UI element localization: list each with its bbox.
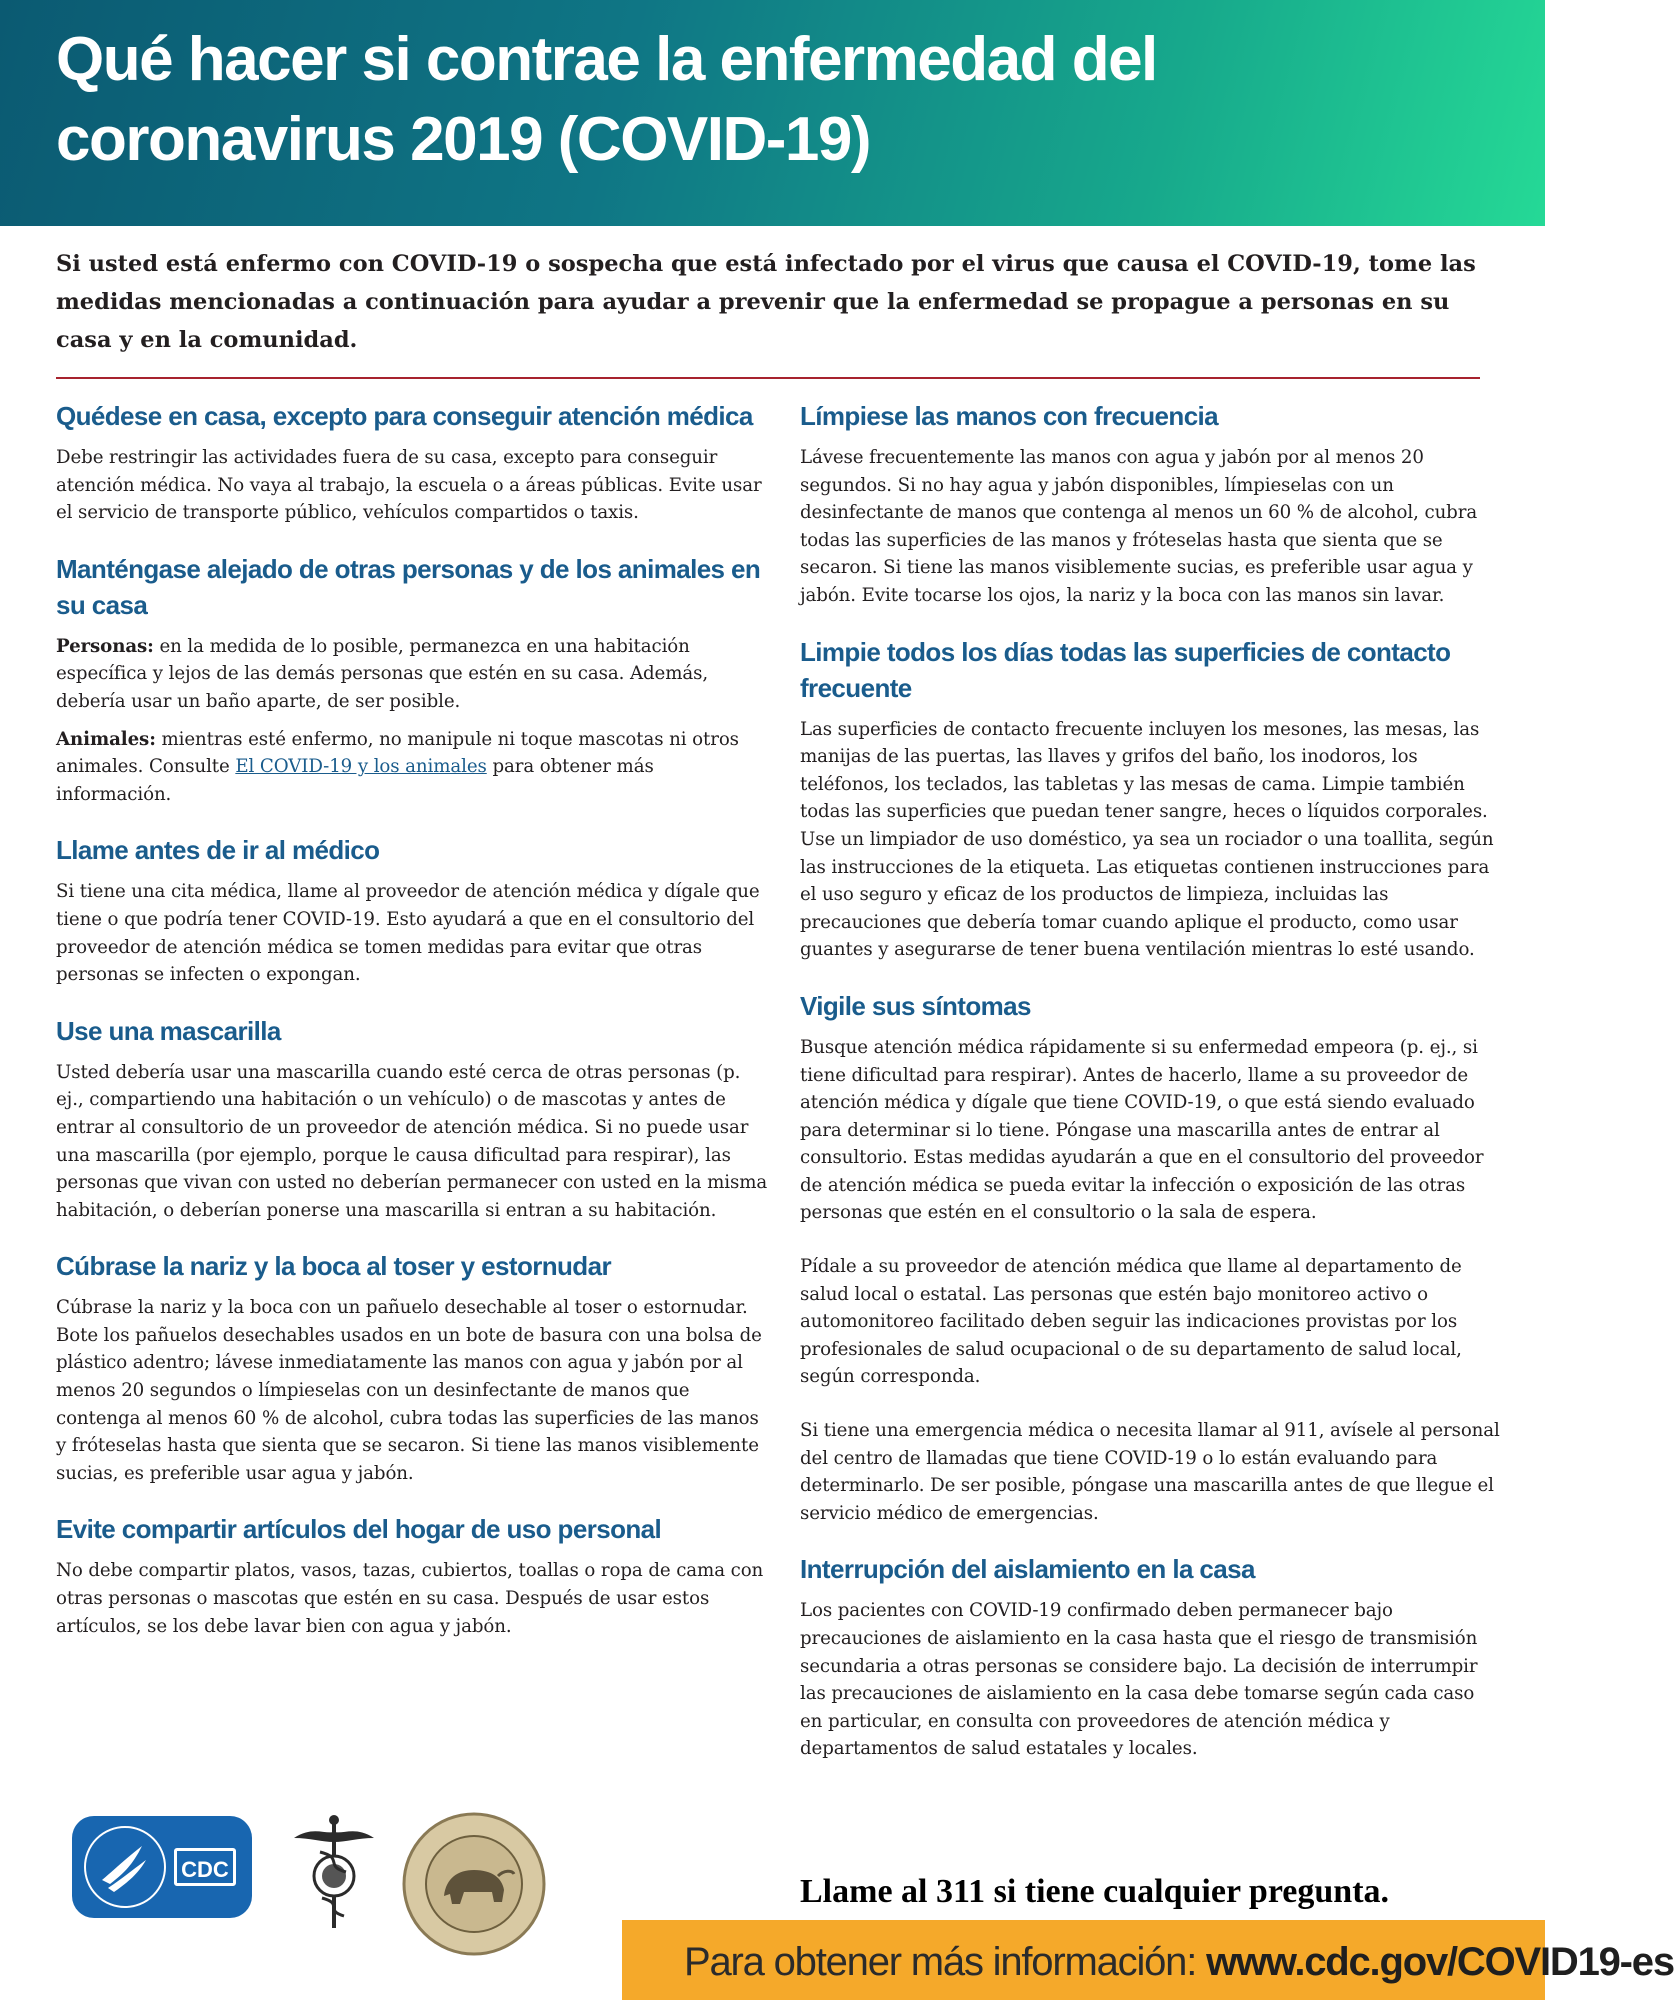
section-body: Usted debería usar una mascarilla cuando esté cerca de otras personas (p. ej., compartiendo una habitación o un vehículo) o de mascotas y antes de entrar al consultorio de un proveedor de atención médica. Si no puede usar una mascarilla (por ejemplo, porque le causa dificultad para respirar), las personas que vivan con usted no deberían permanecer con usted en la misma habitación, o deberían ponerse una mascarilla si entran a su habitación.: [56, 1061, 768, 1221]
section-body: Pídale a su proveedor de atención médica que llame al departamento de salud local o estatal. Las personas que estén bajo monitoreo activo o automonitoreo facilitado deben seguir las indicaciones provistas por los profesionales de salud ocupacional o de su departamento de salud local, según corresponda.: [800, 1256, 1462, 1388]
section-heading: Interrupción del aislamiento en la casa: [800, 1554, 1255, 1585]
section-clean-surfaces: [800, 634, 1500, 964]
cdc-logo: [72, 1816, 252, 1918]
intro-paragraph: Si usted está enfermo con COVID-19 o sospecha que está infectado por el virus que causa el COVID-19, tome las medidas mencionadas a continuación para ayudar a prevenir que la enfermedad se propague a personas en su casa y en la comunidad.: [56, 251, 1476, 353]
suffolk-county-seal: [402, 1812, 547, 1957]
animals-label: Animales:: [56, 728, 156, 750]
divider: [56, 377, 1480, 379]
section-body: Si tiene una cita médica, llame al proveedor de atención médica y dígale que tiene o que podría tener COVID-19. Esto ayudará a que en el consultorio del proveedor de atención médica se tomen medidas para evitar que otras personas se infecten o expongan.: [56, 881, 760, 986]
animals-tail: para obtener más información.: [56, 756, 654, 805]
section-stay-home: [56, 398, 770, 527]
section-heading: Limpie todos los días todas las superficies de contacto frecuente: [800, 636, 1451, 703]
footer-text: [684, 1936, 1674, 1988]
animals-paragraph: [56, 726, 770, 809]
section-body: Si tiene una emergencia médica o necesita llamar al 911, avísele al personal del centro de llamadas que tiene COVID-19 o lo están evaluando para determinarlo. De ser posible, póngase una mascarilla antes de que llegue el servicio médico de emergencias.: [800, 1420, 1500, 1524]
hhs-eagle-icon: [80, 1822, 170, 1912]
section-heading: Llame antes de ir al médico: [56, 835, 380, 866]
cdc-wordmark: CDC: [174, 1848, 236, 1886]
section-body: Los pacientes con COVID-19 confirmado deben permanecer bajo precauciones de aislamiento en la casa hasta que el riesgo de transmisión secundaria a otras personas se considere bajo. La decisión de interrumpir las precauciones de aislamiento en la casa debe tomarse según cada caso en particular, en consulta con proveedores de atención médica y departamentos de salud estatales y locales.: [800, 1600, 1478, 1760]
covid-animals-link[interactable]: El COVID-19 y los animales: [235, 756, 487, 778]
section-separate: [56, 551, 770, 809]
section-body: Cúbrase la nariz y la boca con un pañuelo desechable al toser o estornudar. Bote los pañuelos desechables usados en un bote de basura con una bolsa de plástico adentro; lávese inmediatamente las manos con agua y jabón por al menos 20 segundos o límpieselas con un desinfectante de manos que contenga al menos 60 % de alcohol, cubra todas las superficies de las manos y fróteselas hasta que sienta que se secaron. Si tiene las manos visiblemente sucias, es preferible usar agua y jabón.: [56, 1297, 762, 1484]
section-monitor-symptoms: [800, 988, 1500, 1528]
section-body: Las superficies de contacto frecuente incluyen los mesones, las mesas, las manijas de las puertas, las llaves y grifos del baño, los inodoros, los teléfonos, los teclados, las tabletas y las mesas de cama. Limpie también todas las superficies que puedan tener sangre, heces o líquidos corporales. Use un limpiador de uso doméstico, ya sea un rociador o una toallita, según las instrucciones de la etiqueta. Las etiquetas contienen instrucciones para el uso seguro y eficaz de los productos de limpieza, incluidas las precauciones que debería tomar cuando aplique el producto, como usar guantes y asegurarse de tener buena ventilación mientras lo esté usando.: [800, 718, 1494, 961]
page-title: Qué hacer si contrae la enfermedad del coronavirus 2019 (COVID-19): [56, 25, 1157, 174]
section-heading: Quédese en casa, excepto para conseguir atención médica: [56, 401, 753, 431]
people-text: en la medida de lo posible, permanezca en una habitación específica y lejos de las demás personas que estén en su casa. Además, debería usar un baño aparte, de ser posible.: [56, 635, 708, 712]
section-call-ahead: [56, 832, 770, 988]
animals-text: mientras esté enfermo, no manipule ni toque mascotas ni otros animales. Consulte: [56, 728, 739, 778]
call-311-notice: Llame al 311 si tiene cualquier pregunta.: [800, 1873, 1390, 1910]
people-label: Personas:: [56, 635, 154, 657]
footer-label: Para obtener más información:: [684, 1940, 1197, 1984]
logo-row: [72, 1812, 552, 1942]
section-body: Debe restringir las actividades fuera de su casa, excepto para conseguir atención médica. No vaya al trabajo, la escuela o a áreas públicas. Evite usar el servicio de transporte público, vehículos compartidos o taxis.: [56, 447, 762, 524]
footer-url-link[interactable]: www.cdc.gov/COVID19-es: [1206, 1940, 1674, 1984]
header-banner: [0, 0, 1545, 226]
right-column: [800, 398, 1500, 1787]
section-mask: [56, 1013, 770, 1225]
section-cover-cough: [56, 1248, 770, 1487]
left-column: [56, 398, 770, 1664]
section-body: Busque atención médica rápidamente si su enfermedad empeora (p. ej., si tiene dificultad para respirar). Antes de hacerlo, llame a su proveedor de atención médica y dígale que tiene COVID-19, o que está siendo evaluado para determinar si lo tiene. Póngase una mascarilla antes de entrar al consultorio. Estas medidas ayudarán a que en el consultorio del proveedor de atención médica se pueda evitar la infección o exposición de las otras personas que estén en el consultorio o la sala de espera.: [800, 1036, 1484, 1224]
section-no-sharing: [56, 1511, 770, 1640]
section-body: No debe compartir platos, vasos, tazas, cubiertos, toallas o ropa de cama con otras personas o mascotas que estén en su casa. Después de usar estos artículos, se los debe lavar bien con agua y jabón.: [56, 1560, 764, 1637]
section-heading: Límpiese las manos con frecuencia: [800, 401, 1219, 431]
section-end-isolation: [800, 1551, 1500, 1763]
section-heading: Manténgase alejado de otras personas y de los animales en su casa: [56, 553, 761, 620]
footer-banner: [622, 1920, 1674, 2000]
caduceus-icon: [284, 1812, 384, 1932]
section-heading: Use una mascarilla: [56, 1015, 281, 1046]
section-heading: Cúbrase la nariz y la boca al toser y estornudar: [56, 1251, 611, 1282]
section-heading: Evite compartir artículos del hogar de uso personal: [56, 1514, 662, 1545]
section-heading: Vigile sus síntomas: [800, 990, 1031, 1021]
section-body: Lávese frecuentemente las manos con agua y jabón por al menos 20 segundos. Si no hay agua y jabón disponibles, límpieselas con un desinfectante de manos que contenga al menos un 60 % de alcohol, cubra todas las superficies de las manos y fróteselas hasta que sienta que se secaron. Si tiene las manos visiblemente sucias, es preferible usar agua y jabón. Evite tocarse los ojos, la nariz y la boca con las manos sin lavar.: [800, 447, 1478, 606]
people-paragraph: [56, 633, 770, 716]
section-wash-hands: [800, 398, 1500, 610]
